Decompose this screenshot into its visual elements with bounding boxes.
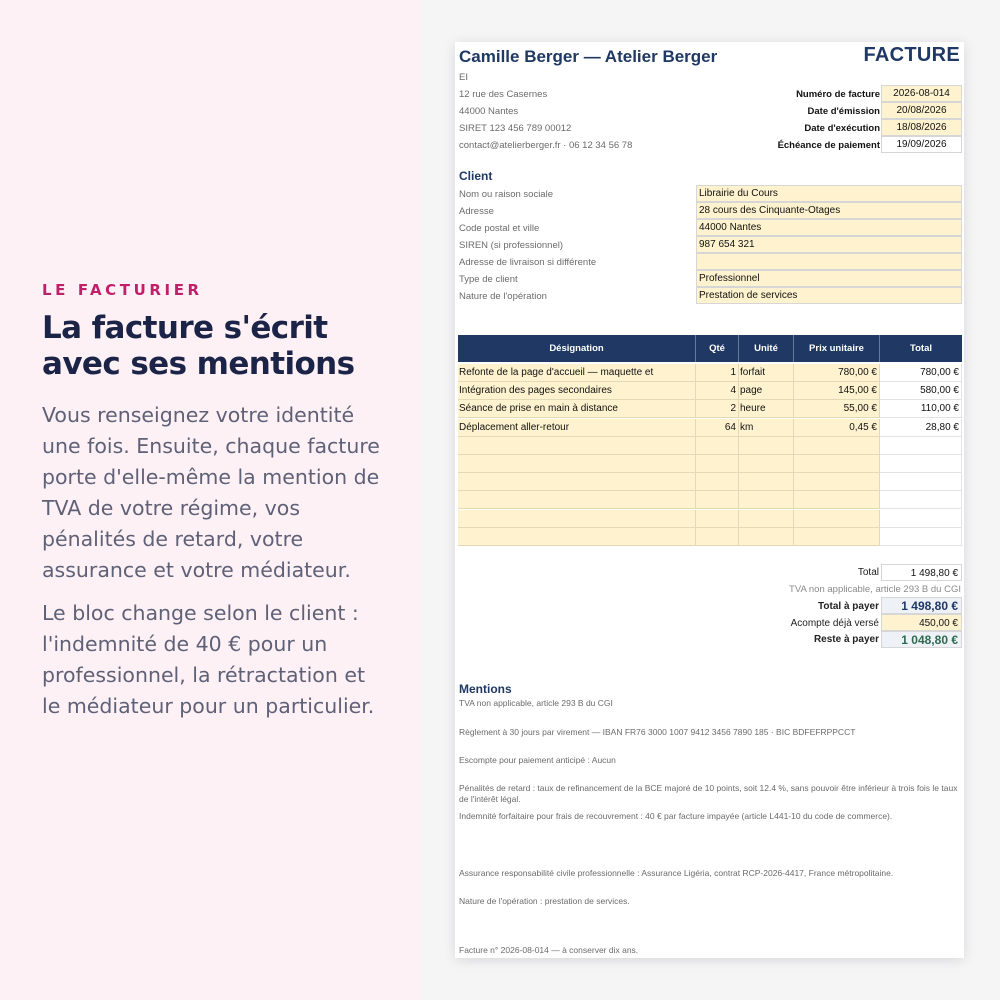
vendor-city: 44000 Nantes [459,106,519,117]
line-designation[interactable]: Refonte de la page d'accueil — maquette et [458,364,696,382]
table-row [458,437,962,455]
line-designation[interactable] [458,528,696,546]
column-unit-price: Prix unitaire [794,335,880,362]
promo-panel [0,0,420,1000]
line-unit[interactable]: forfait [739,364,794,382]
mentions-section-title: Mentions [459,682,512,696]
client-delivery-label: Adresse de livraison si différente [459,257,597,268]
operation-nature-label: Nature de l'opération [459,291,547,302]
invoice-footer: Facture n° 2026-08-014 — à conserver dix ans. [459,945,639,955]
client-postcode-label: Code postal et ville [459,223,540,234]
line-total [880,510,962,528]
column-designation: Désignation [458,335,696,362]
to-pay-label: Total à payer [818,601,879,612]
client-name-label: Nom ou raison sociale [459,189,553,200]
line-unit-price[interactable] [794,510,880,528]
line-total [880,437,962,455]
line-designation[interactable] [458,437,696,455]
line-designation[interactable] [458,455,696,473]
vat-note: TVA non applicable, article 293 B du CGI [789,584,961,595]
line-unit[interactable]: km [739,419,794,437]
column-unit: Unité [739,335,794,362]
client-siren-label: SIREN (si professionnel) [459,240,564,251]
table-row [458,528,962,546]
line-quantity[interactable] [696,455,739,473]
mention-insurance: Assurance responsabilité civile professionnelle : Assurance Ligéria, contrat RCP-2026-4417, France métropolitaine. [459,868,894,878]
line-designation[interactable]: Déplacement aller-retour [458,419,696,437]
client-postcode-field[interactable]: 44000 Nantes [696,219,962,236]
line-unit[interactable] [739,510,794,528]
table-row [458,473,962,491]
table-row [458,455,962,473]
to-pay-value: 1 498,80 € [881,597,962,614]
line-unit[interactable] [739,473,794,491]
line-designation[interactable]: Séance de prise en main à distance [458,400,696,418]
items-table-header [458,335,962,362]
line-total [880,528,962,546]
vendor-siret: SIRET 123 456 789 00012 [459,123,572,134]
line-unit[interactable] [739,437,794,455]
table-row [458,364,962,382]
mention-penalties: Pénalités de retard : taux de refinancement de la BCE majoré de 10 points, soit 12.4 %, sans pouvoir être inférieur à trois fois le taux de l'intérêt légal. [459,783,958,804]
table-row [458,419,962,437]
line-unit[interactable]: heure [739,400,794,418]
line-unit-price[interactable] [794,455,880,473]
line-quantity[interactable] [696,528,739,546]
table-row [458,491,962,509]
deposit-label: Acompte déjà versé [790,618,879,629]
line-designation[interactable] [458,491,696,509]
line-unit-price[interactable]: 145,00 € [794,382,880,400]
client-address-field[interactable]: 28 cours des Cinquante-Otages [696,202,962,219]
mention-discount: Escompte pour paiement anticipé : Aucun [459,755,616,765]
column-quantity: Qté [696,335,739,362]
line-unit-price[interactable] [794,491,880,509]
line-total: 780,00 € [880,364,962,382]
line-total: 580,00 € [880,382,962,400]
vendor-contact: contact@atelierberger.fr · 06 12 34 56 78 [459,140,633,151]
operation-nature-field[interactable]: Prestation de services [696,287,962,304]
line-designation[interactable] [458,473,696,491]
client-delivery-field[interactable] [696,253,962,270]
total-label: Total [857,567,879,578]
line-quantity[interactable] [696,473,739,491]
line-quantity[interactable] [696,491,739,509]
line-unit[interactable]: page [739,382,794,400]
deposit-field[interactable]: 450,00 € [881,614,962,631]
vendor-street: 12 rue des Casernes [459,89,548,100]
line-unit-price[interactable]: 0,45 € [794,419,880,437]
line-total: 28,80 € [880,419,962,437]
client-address-label: Adresse [459,206,494,217]
mention-vat: TVA non applicable, article 293 B du CGI [459,698,613,708]
table-row [458,510,962,528]
client-name-field[interactable]: Librairie du Cours [696,185,962,202]
line-total [880,473,962,491]
issue-date-field[interactable]: 20/08/2026 [881,102,962,119]
vendor-name: Camille Berger — Atelier Berger [459,47,718,66]
line-quantity[interactable]: 2 [696,400,739,418]
line-unit[interactable] [739,528,794,546]
line-total: 110,00 € [880,400,962,418]
execution-date-field[interactable]: 18/08/2026 [881,119,962,136]
line-designation[interactable] [458,510,696,528]
client-siren-field[interactable]: 987 654 321 [696,236,962,253]
mention-indemnity: Indemnité forfaitaire pour frais de recouvrement : 40 € par facture impayée (article L441-10 du code de commerce). [459,811,893,821]
invoice-title: FACTURE [863,44,960,66]
line-unit[interactable] [739,491,794,509]
promo-paragraph-2: Le bloc change selon le client : l'indemnité de 40 € pour un professionnel, la rétractation et le médiateur pour un particulier. [42,601,375,718]
client-section-title: Client [459,169,493,183]
remaining-label: Reste à payer [813,634,879,645]
line-unit-price[interactable] [794,473,880,491]
line-unit-price[interactable]: 55,00 € [794,400,880,418]
column-total: Total [910,343,932,354]
mention-nature: Nature de l'opération : prestation de services. [459,896,630,906]
client-type-label: Type de client [459,274,518,285]
line-total [880,491,962,509]
line-quantity[interactable]: 1 [696,364,739,382]
execution-date-label: Date d'exécution [804,123,880,134]
line-total [880,455,962,473]
promo-headline: La facture s'écrit avec ses mentions [42,310,355,382]
line-quantity[interactable]: 64 [696,419,739,437]
due-date-label: Échéance de paiement [777,140,880,151]
line-unit-price[interactable] [794,437,880,455]
remaining-value: 1 048,80 € [881,631,962,648]
line-quantity[interactable] [696,437,739,455]
promo-eyebrow: LE FACTURIER [42,281,203,299]
line-unit[interactable] [739,455,794,473]
line-quantity[interactable]: 4 [696,382,739,400]
invoice-number-field[interactable]: 2026-08-014 [881,85,962,102]
mention-payment: Règlement à 30 jours par virement — IBAN FR76 3000 1007 9412 3456 7890 185 · BIC BDFEFRPPCCT [459,727,856,737]
promo-paragraph-1: Vous renseignez votre identité une fois. Ensuite, chaque facture porte d'elle-même la mention de TVA de votre régime, vos pénalités de retard, votre assurance et votre médiateur. [42,403,380,582]
client-type-field[interactable]: Professionnel [696,270,962,287]
table-row [458,382,962,400]
due-date-value: 19/09/2026 [881,136,962,153]
vendor-status: EI [459,72,468,83]
issue-date-label: Date d'émission [807,106,880,117]
line-designation[interactable]: Intégration des pages secondaires [458,382,696,400]
invoice-number-label: Numéro de facture [796,89,880,100]
invoice-sheet [455,42,964,958]
line-quantity[interactable] [696,510,739,528]
line-unit-price[interactable] [794,528,880,546]
line-unit-price[interactable]: 780,00 € [794,364,880,382]
table-row [458,400,962,418]
total-value: 1 498,80 € [881,564,962,581]
